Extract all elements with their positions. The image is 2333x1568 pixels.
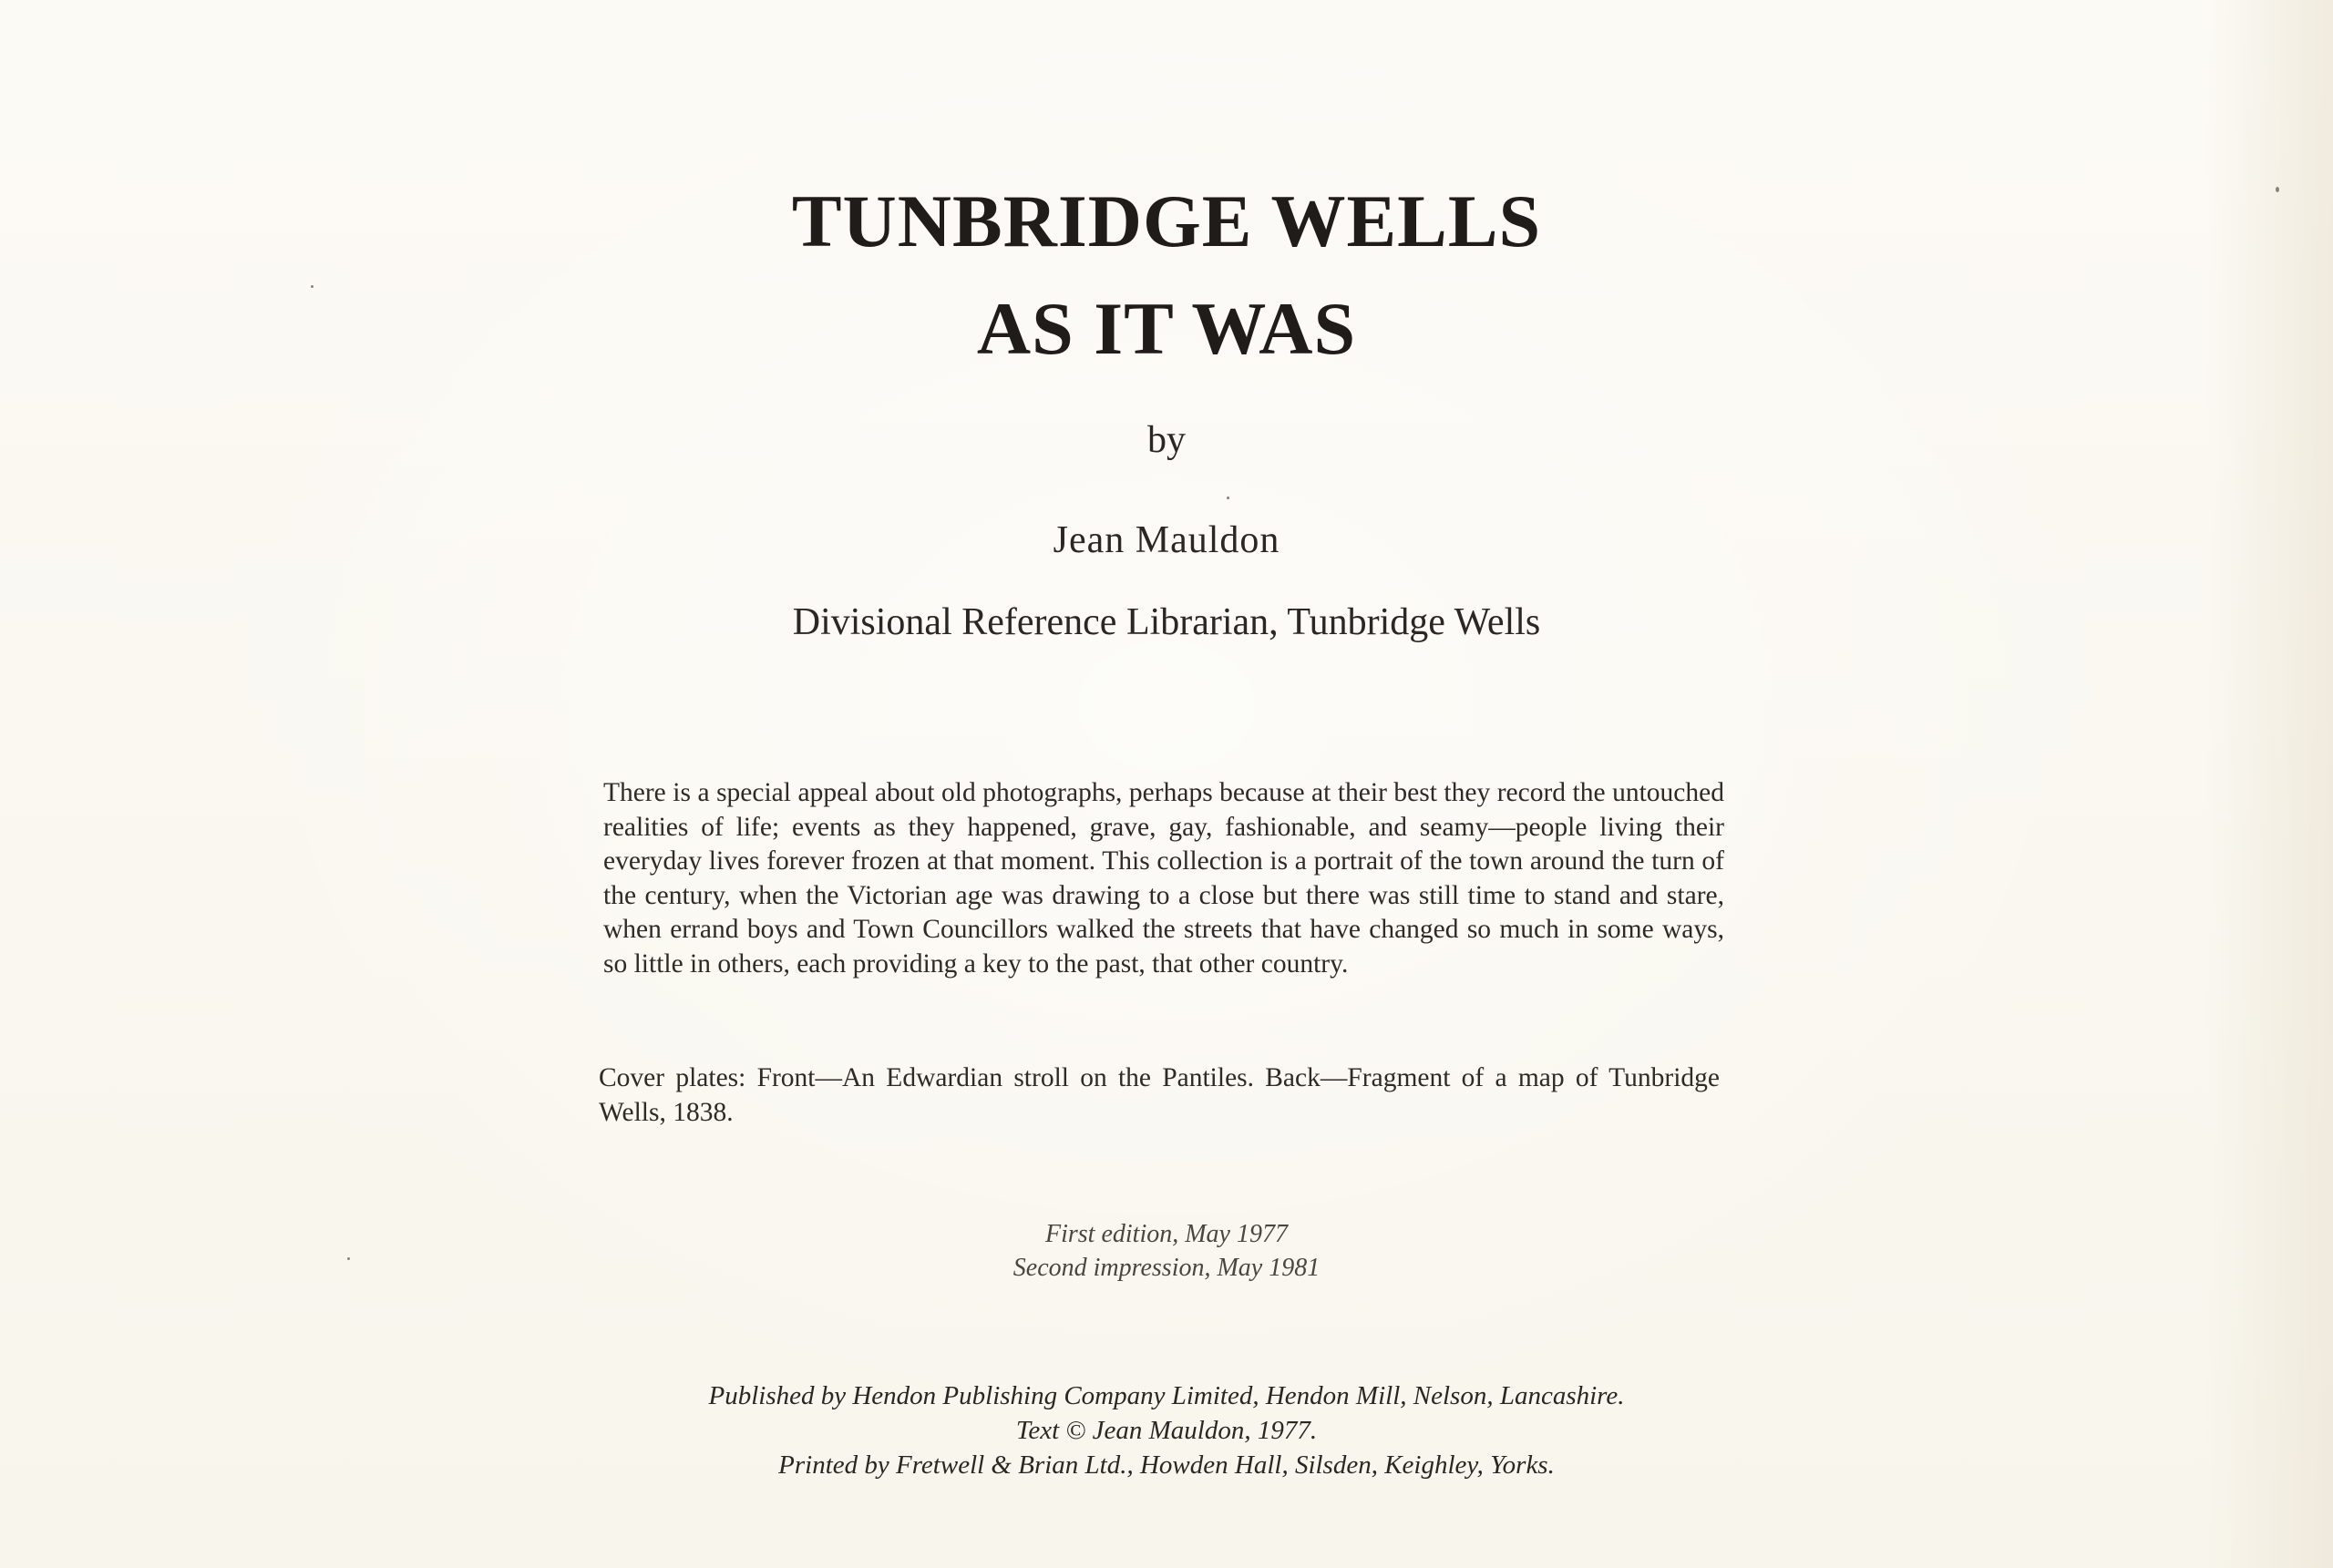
book-title-line-2: AS IT WAS [976, 287, 1357, 370]
first-edition: First edition, May 1977 [1045, 1220, 1288, 1248]
book-description: There is a special appeal about old photographs, perhaps because at their best they record the untouched realities of life; events as they happened, grave, gay, fashionable, and seamy—people living their everyday lives forever frozen at that moment. This collection is a portrait of the town around the turn of the century, when the Victorian age was drawing to a close but there was still time to stand and stare, when errand boys and Town Councillors walked the streets that have changed so much in some ways, so little in others, each providing a key to the past, that other country. [603, 778, 1724, 979]
author-role: Divisional Reference Librarian, Tunbridge Wells [792, 601, 1541, 643]
byline: by [1147, 419, 1186, 461]
paper-speck [1227, 497, 1229, 499]
copyright-line: Text © Jean Mauldon, 1977. [1015, 1416, 1318, 1445]
book-title-line-1: TUNBRIDGE WELLS [791, 179, 1542, 262]
second-impression: Second impression, May 1981 [1012, 1254, 1321, 1282]
edition-history [0, 1217, 2333, 1285]
author-name: Jean Mauldon [1053, 519, 1280, 561]
printer-line: Printed by Fretwell & Brian Ltd., Howden Hall, Silsden, Keighley, Yorks. [778, 1450, 1555, 1480]
cover-plates-note: Cover plates: Front—An Edwardian stroll on the Pantiles. Back—Fragment of a map of Tunbridge Wells, 1838. [599, 1063, 1720, 1127]
publisher-line: Published by Hendon Publishing Company Limited, Hendon Mill, Nelson, Lancashire. [708, 1381, 1625, 1410]
paper-speck [311, 285, 313, 288]
publisher-imprint [0, 1378, 2333, 1482]
